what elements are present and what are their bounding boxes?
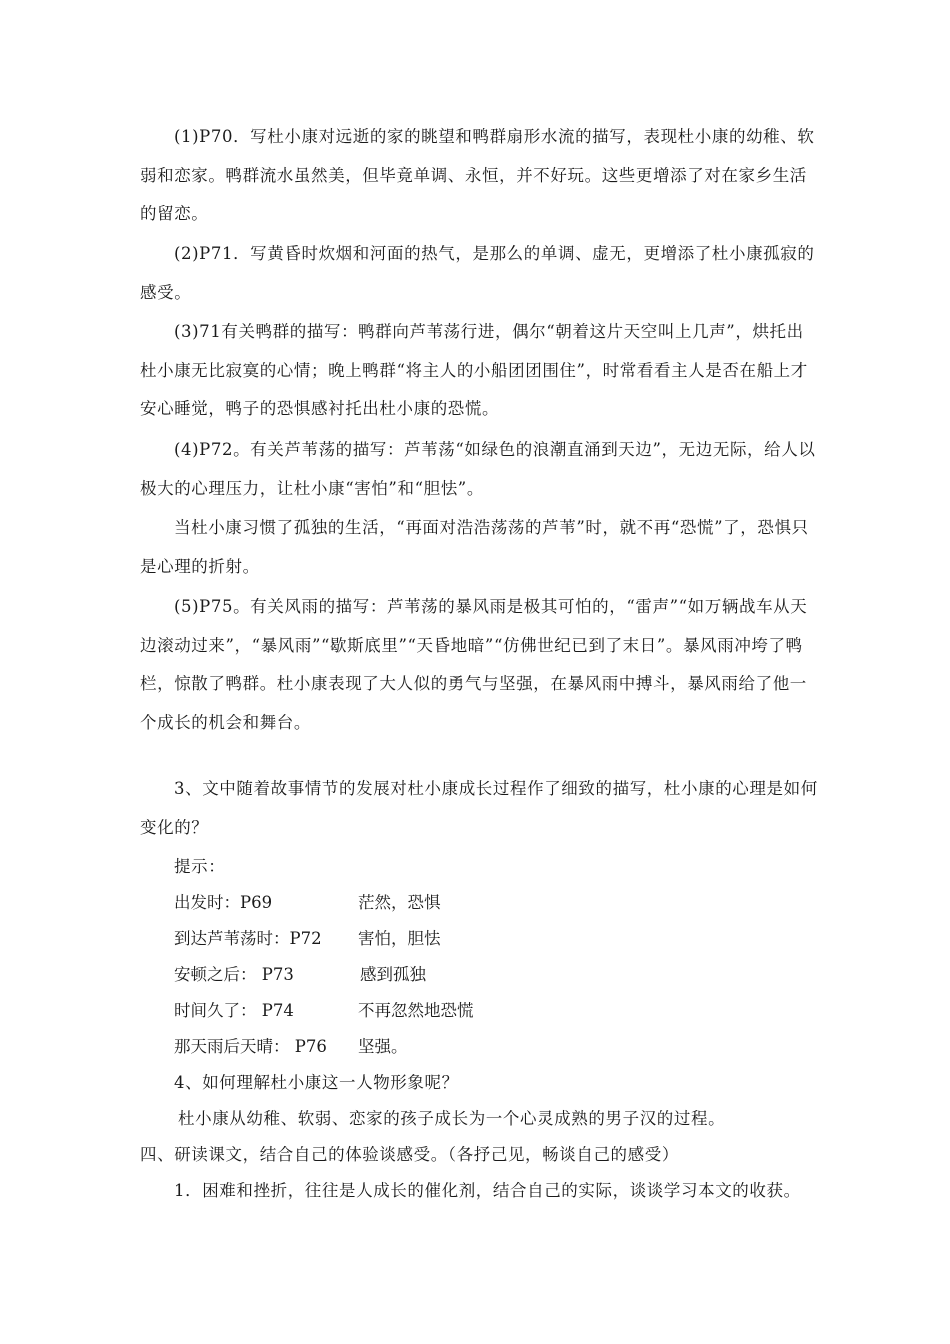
answer-4: 杜小康从幼稚、软弱、恋家的孩子成长为一个心灵成熟的男子汉的过程。 — [178, 1109, 726, 1128]
question-3: 3、文中随着故事情节的发展对杜小康成长过程作了细致的描写，杜小康的心理是如何变化的？ — [140, 779, 818, 837]
paragraph-p75: (5)P75。有关风雨的描写：芦苇荡的暴风雨是极其可怕的，“雷声”“如万辆战车从天边滚动过来”，“暴风雨”“歇斯底里”“天昏地暗”“仿佛世纪已到了末日”。暴风雨冲垮了鸭栏，惊散了鸭群。杜小康表现了大人似的勇气与坚强，在暴风雨中搏斗，暴风雨给了他一个成长的机会和舞台。 — [140, 597, 808, 732]
paragraph-p70: (1)P70．写杜小康对远逝的家的眺望和鸭群扇形水流的描写，表现杜小康的幼稚、软弱和恋家。鸭群流水虽然美，但毕竟单调、永恒，并不好玩。这些更增添了对在家乡生活的留恋。 — [140, 127, 815, 223]
paragraph-loneliness: 当杜小康习惯了孤独的生活，“再面对浩浩荡荡的芦苇”时，就不再“恐慌”了，恐惧只是心理的折射。 — [140, 518, 809, 576]
paragraph-p71: (2)P71．写黄昏时炊烟和河面的热气，是那么的单调、虚无，更增添了杜小康孤寂的感受。 — [140, 244, 815, 302]
question-4: 4、如何理解杜小康这一人物形象呢？ — [174, 1073, 459, 1092]
stage-value: 害怕，胆怯 — [358, 929, 441, 948]
paragraph-duck-flock: (3)71有关鸭群的描写：鸭群向芦苇荡行进，偶尔“朝着这片天空叫上几声”，烘托出杜小康无比寂寞的心情；晚上鸭群“将主人的小船团团围住”，时常看看主人是否在船上才安心睡觉，鸭子的恐惧感衬托出杜小康的恐慌。 — [140, 322, 808, 418]
section-4-item-1: 1．困难和挫折，往往是人成长的催化剂，结合自己的实际，谈谈学习本文的收获。 — [174, 1181, 801, 1200]
stage-label: 安顿之后： P73 — [174, 965, 294, 984]
paragraph-p72: (4)P72。有关芦苇荡的描写：芦苇荡“如绿色的浪潮直涌到天边”，无边无际，给人以极大的心理压力，让杜小康“害怕”和“胆怯”。 — [140, 440, 816, 498]
hint-label: 提示： — [174, 857, 226, 876]
stage-value: 坚强。 — [358, 1037, 408, 1056]
stage-value: 不再忽然地恐慌 — [358, 1001, 474, 1020]
stage-value: 茫然，恐惧 — [358, 893, 441, 912]
section-4-heading: 四、研读课文，结合自己的体验谈感受。（各抒己见，畅谈自己的感受） — [140, 1145, 679, 1164]
stage-label: 到达芦苇荡时：P72 — [174, 929, 322, 948]
stage-label: 时间久了： P74 — [174, 1001, 294, 1020]
stage-label: 那天雨后天晴： P76 — [174, 1037, 327, 1056]
stage-label: 出发时：P69 — [174, 893, 273, 912]
stage-value: 感到孤独 — [360, 965, 426, 984]
